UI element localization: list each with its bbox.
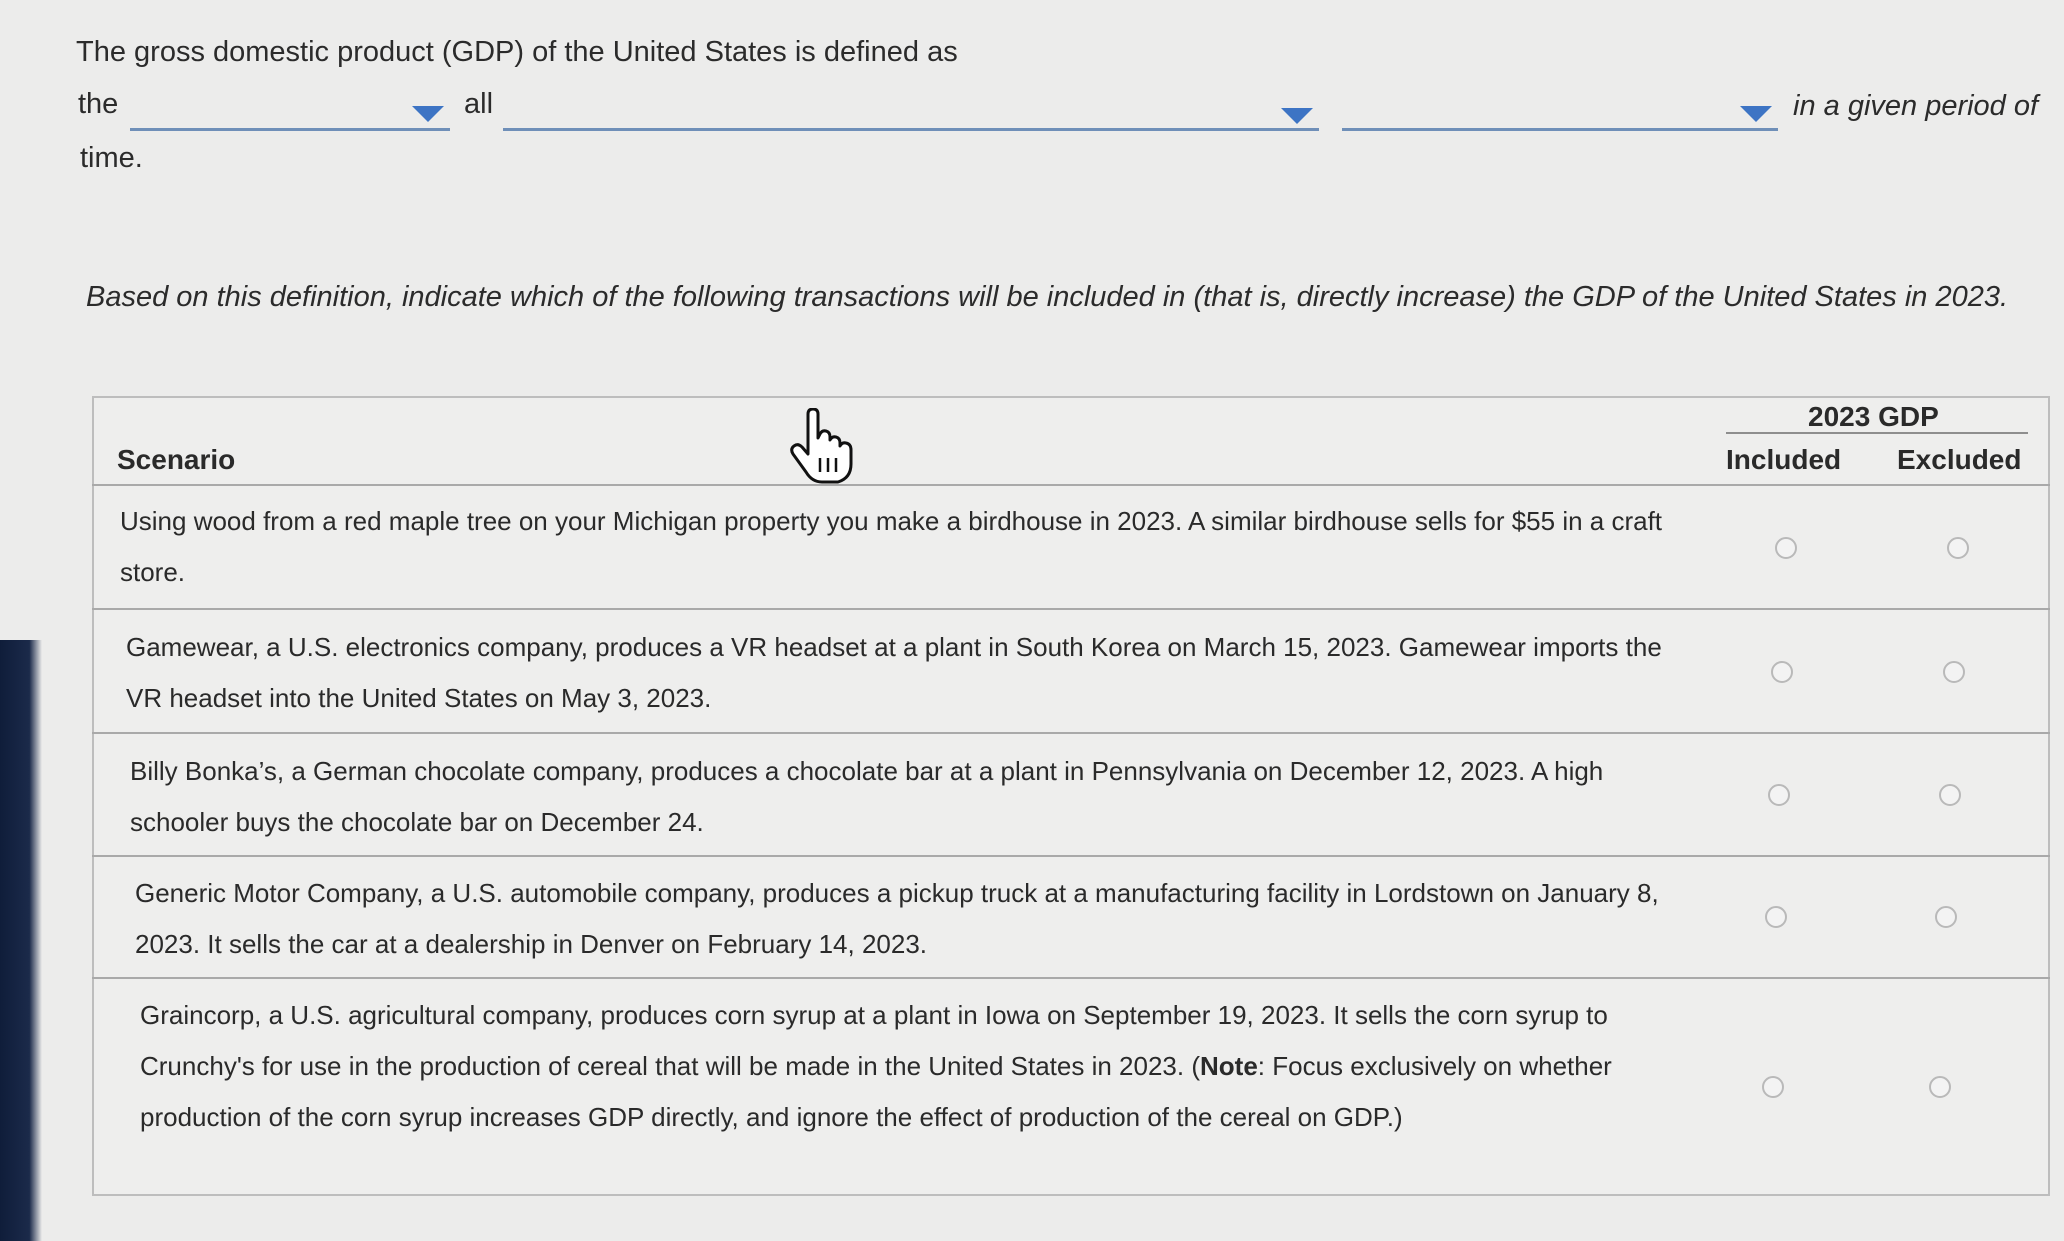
dropdown-1[interactable] [130,92,450,131]
scenario-row-5-text-a: Graincorp, a U.S. agricultural company, produces corn syrup at a plant in Iowa on September 19, 2023. It sells the corn syrup to Crunchy's for use in the production of cereal that will be made in the United States in 2023. ( [140,1000,1608,1081]
row-divider [92,608,2050,610]
scenario-row-5-note: Note [1200,1051,1258,1081]
chevron-down-icon [1281,108,1313,124]
row-divider [92,855,2050,857]
dropdown-3[interactable] [1342,92,1778,131]
column-header-2023-gdp: 2023 GDP [1808,401,1939,432]
definition-word-all: all [464,88,494,120]
scenario-row-5-text-b: : Focus exclusively on whether production of the corn syrup increases GDP directly, and ignore the effect of production of the cereal on GDP.) [140,1051,1612,1132]
radio-included-row-1[interactable] [1775,537,1797,559]
screen-edge [0,640,42,1241]
dropdown-2[interactable] [503,92,1319,131]
definition-tail: in a given period of [1793,90,2039,122]
scenario-row-2: Gamewear, a U.S. electronics company, produces a VR headset at a plant in South Korea on March 15, 2023. Gamewear imports the VR headset into the United States on May 3, 2023. [126,632,1662,713]
radio-excluded-row-2[interactable] [1943,661,1965,683]
header-row-divider [92,484,2050,486]
column-header-excluded: Excluded [1897,444,2022,475]
header-divider [1726,432,2028,434]
radio-excluded-row-3[interactable] [1939,784,1961,806]
definition-word-the: the [78,88,119,120]
definition-line1: The gross domestic product (GDP) of the United States is defined as [76,36,958,68]
hand-cursor-icon [786,408,856,484]
radio-included-row-3[interactable] [1768,784,1790,806]
row-divider [92,732,2050,734]
radio-included-row-5[interactable] [1762,1076,1784,1098]
chevron-down-icon [1740,106,1772,122]
column-header-scenario: Scenario [117,444,236,475]
scenario-row-5 [140,990,1700,1143]
radio-excluded-row-4[interactable] [1935,906,1957,928]
scenario-row-4: Generic Motor Company, a U.S. automobile company, produces a pickup truck at a manufacturing facility in Lordstown on January 8, 2023. It sells the car at a dealership in Denver on February 14, 2023. [135,878,1659,959]
radio-excluded-row-1[interactable] [1947,537,1969,559]
instructions: Based on this definition, indicate which of the following transactions will be included in (that is, directly increase) the GDP of the United States in 2023. [86,281,2009,313]
scenario-row-1: Using wood from a red maple tree on your Michigan property you make a birdhouse in 2023. A similar birdhouse sells for $55 in a craft store. [120,506,1663,587]
chevron-down-icon [412,106,444,122]
column-header-included: Included [1726,444,1842,475]
row-divider [92,977,2050,979]
definition-word-time: time. [80,142,143,174]
scenario-row-3: Billy Bonka’s, a German chocolate company, produces a chocolate bar at a plant in Pennsylvania on December 12, 2023. A high schooler buys the chocolate bar on December 24. [130,756,1604,837]
radio-included-row-4[interactable] [1765,906,1787,928]
radio-excluded-row-5[interactable] [1929,1076,1951,1098]
radio-included-row-2[interactable] [1771,661,1793,683]
